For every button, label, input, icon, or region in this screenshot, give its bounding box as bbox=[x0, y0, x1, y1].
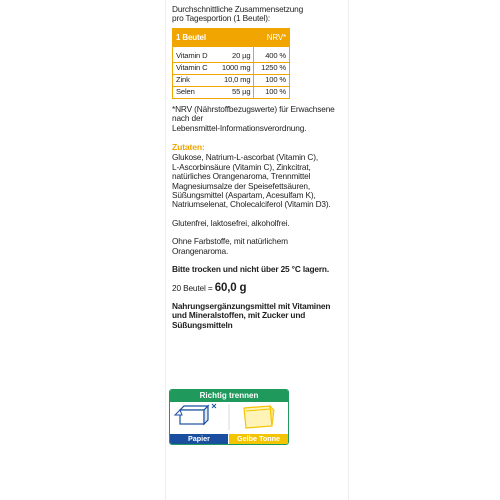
package-weight: 60,0 g bbox=[214, 281, 247, 294]
table-row bbox=[173, 47, 290, 63]
recycling-title: Richtig trennen bbox=[170, 390, 288, 402]
paper-label: Papier bbox=[170, 434, 228, 444]
package-content bbox=[172, 281, 344, 294]
nutrient-nrv: 400 % bbox=[265, 51, 286, 61]
product-type-line-1: Nahrungsergänzungsmittel mit Vitaminen bbox=[172, 300, 331, 311]
intro-line-2: pro Tagesportion (1 Beutel): bbox=[172, 13, 271, 24]
nutrient-nrv: 100 % bbox=[254, 74, 290, 86]
ingredients-line: L-Ascorbinsäure (Vitamin C), Zinkcitrat, bbox=[172, 161, 311, 172]
product-type bbox=[172, 302, 344, 330]
nutrient-amount: 10,0 mg bbox=[215, 74, 254, 86]
ingredients-line: Magnesiumsalze der Speisefettsäuren, bbox=[172, 180, 311, 191]
ingredients-line: Glukose, Natrium-L-ascorbat (Vitamin C), bbox=[172, 152, 319, 163]
nutrient-name: Vitamin D bbox=[176, 51, 208, 61]
storage-note: Bitte trocken und nicht über 25 °C lagern. bbox=[172, 264, 329, 275]
ingredients-line: Natriumselenat, Cholecalciferol (Vitamin D3). bbox=[172, 199, 331, 210]
nutrient-nrv: 1250 % bbox=[254, 62, 290, 74]
package-count: 20 Beutel = bbox=[172, 282, 213, 293]
product-type-line-2: und Mineralstoffen, mit Zucker und bbox=[172, 310, 306, 321]
footnote-line-1: *NRV (Nährstoffbezugswerte) für Erwachsene nach der bbox=[172, 103, 335, 124]
ingredients-line: Süßungsmittel (Aspartam, Acesulfam K), bbox=[172, 190, 316, 201]
ingredients-line: natürliches Orangenaroma, Trennmittel bbox=[172, 171, 311, 182]
nutrition-table bbox=[172, 28, 290, 99]
recycling-icons bbox=[170, 402, 288, 432]
ingredients-heading: Zutaten: bbox=[172, 142, 205, 153]
nrv-footnote bbox=[172, 105, 344, 133]
recycling-icons-svg bbox=[170, 402, 288, 432]
colorants-line-1: Ohne Farbstoffe, mit natürlichem bbox=[172, 236, 288, 247]
nutrient-amount: 20 µg bbox=[215, 47, 254, 63]
free-from-note: Glutenfrei, laktosefrei, alkoholfrei. bbox=[172, 217, 290, 228]
nutrition-header-label: 1 Beutel bbox=[173, 28, 254, 47]
recycling-badge bbox=[169, 389, 289, 445]
nutrition-table-header bbox=[173, 28, 290, 47]
colorants-note bbox=[172, 237, 344, 256]
intro-line-1: Durchschnittliche Zusammensetzung bbox=[172, 4, 304, 14]
nutrient-nrv: 100 % bbox=[254, 86, 290, 98]
label-text-column bbox=[172, 5, 344, 339]
box-icon bbox=[175, 404, 216, 424]
product-type-line-3: Süßungsmitteln bbox=[172, 319, 233, 330]
footnote-line-2: Lebensmittel-Informationsverordnung. bbox=[172, 122, 307, 133]
nutrition-header-nrv: NRV* bbox=[254, 28, 290, 47]
colorants-line-2: Orangenaroma. bbox=[172, 245, 229, 256]
nutrient-amount: 1000 mg bbox=[215, 62, 254, 74]
sachet-icon bbox=[244, 406, 274, 428]
ingredients-list bbox=[172, 153, 344, 209]
nutrient-amount: 55 µg bbox=[215, 86, 254, 98]
yellow-bin-label: Gelbe Tonne bbox=[229, 434, 288, 444]
table-row bbox=[173, 74, 290, 86]
nutrient-name: Vitamin C bbox=[173, 62, 215, 74]
table-row bbox=[173, 86, 290, 98]
nutrient-name: Selen bbox=[173, 86, 215, 98]
nutrient-name: Zink bbox=[173, 74, 215, 86]
table-row bbox=[173, 62, 290, 74]
composition-intro bbox=[172, 5, 344, 24]
